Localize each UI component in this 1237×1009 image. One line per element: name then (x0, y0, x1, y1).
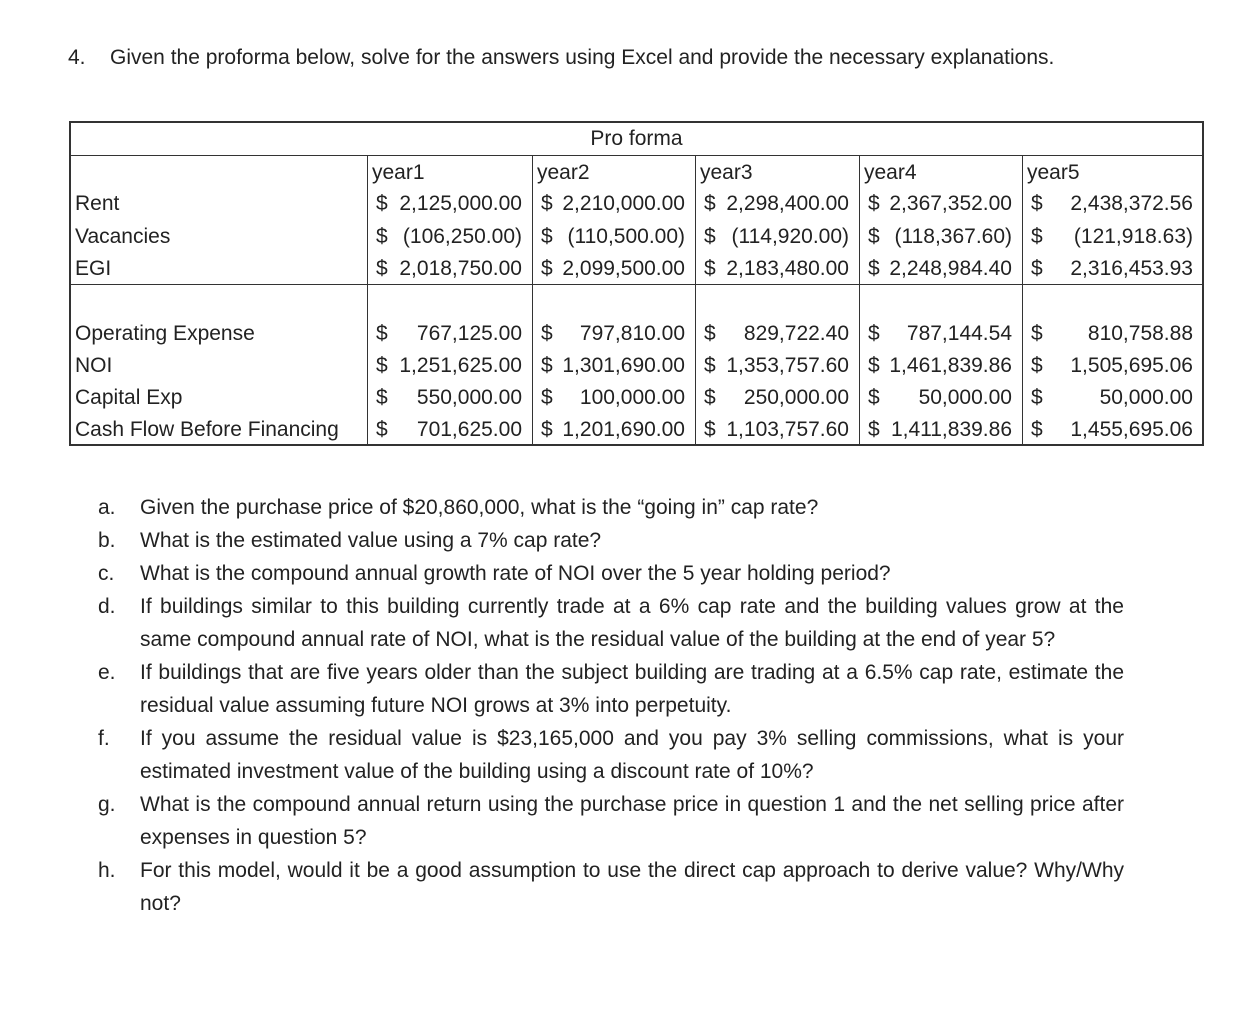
table-cell: $ 829,722.40 (704, 322, 849, 345)
proforma-table (69, 121, 1204, 446)
question-text: Given the proforma below, solve for the answers using Excel and provide the necessary explanations. (110, 46, 1055, 69)
table-cell: $ 50,000.00 (868, 386, 1012, 409)
table-cell: $ (121,918.63) (1031, 225, 1193, 248)
subquestion-e: e. If buildings that are five years older than the subject building are trading at a 6.5% cap rate, estimate the residual value assuming future NOI grows at 3% into perpetuity. (98, 661, 1124, 717)
table-cell: $ (118,367.60) (868, 225, 1012, 248)
row-label-rent: Rent (75, 192, 120, 215)
table-cell: $ 1,505,695.06 (1031, 354, 1193, 377)
row-label-cash-flow-before-financing: Cash Flow Before Financing (75, 418, 339, 441)
table-cell: $ 701,625.00 (376, 418, 522, 441)
question-number: 4. (68, 46, 86, 69)
year-header: year3 (700, 161, 753, 184)
table-cell: $ 2,183,480.00 (704, 257, 849, 280)
table-cell: $ 1,455,695.06 (1031, 418, 1193, 441)
table-cell: $ 2,018,750.00 (376, 257, 522, 280)
table-cell: $ 1,201,690.00 (541, 418, 685, 441)
table-cell: $ 2,248,984.40 (868, 257, 1012, 280)
table-cell: $ 797,810.00 (541, 322, 685, 345)
subquestion-list (98, 491, 1124, 920)
year-header: year1 (372, 161, 425, 184)
table-cell: $ 1,353,757.60 (704, 354, 849, 377)
table-cell: $ 2,438,372.56 (1031, 192, 1193, 215)
row-label-egi: EGI (75, 257, 112, 280)
subquestion-h: h. For this model, would it be a good assumption to use the direct cap approach to derive value? Why/Why not? (98, 859, 1124, 915)
subquestion-f: f. If you assume the residual value is $23,165,000 and you pay 3% selling commissions, what is your estimated investment value of the building using a discount rate of 10%? (98, 727, 1124, 783)
table-cell: $ 767,125.00 (376, 322, 522, 345)
year-header: year2 (537, 161, 590, 184)
table-cell: $ 2,099,500.00 (541, 257, 685, 280)
table-cell: $ 250,000.00 (704, 386, 849, 409)
subquestion-d: d. If buildings similar to this building currently trade at a 6% cap rate and the building values grow at the same compound annual rate of NOI, what is the residual value of the building at the end of year 5? (98, 595, 1124, 651)
table-cell: $ 550,000.00 (376, 386, 522, 409)
table-cell: $ 2,316,453.93 (1031, 257, 1193, 280)
table-cell: $ 1,301,690.00 (541, 354, 685, 377)
subquestion-a: a. Given the purchase price of $20,860,000, what is the “going in” cap rate? (98, 496, 819, 519)
table-cell: $ (106,250.00) (376, 225, 522, 248)
year-header: year5 (1027, 161, 1080, 184)
table-cell: $ 1,461,839.86 (868, 354, 1012, 377)
subquestion-g: g. What is the compound annual return using the purchase price in question 1 and the net selling price after expenses in question 5? (98, 793, 1124, 849)
table-title: Pro forma (71, 123, 1202, 156)
subquestion-b: b. What is the estimated value using a 7% cap rate? (98, 529, 602, 552)
row-label-noi: NOI (75, 354, 113, 377)
question-heading (68, 46, 1054, 70)
table-cell: $ 787,144.54 (868, 322, 1012, 345)
table-cell: $ 2,298,400.00 (704, 192, 849, 215)
subquestion-c: c. What is the compound annual growth rate of NOI over the 5 year holding period? (98, 562, 891, 585)
table-cell: $ 1,103,757.60 (704, 418, 849, 441)
table-cell: $ 1,251,625.00 (376, 354, 522, 377)
table-cell: $ 100,000.00 (541, 386, 685, 409)
year-header: year4 (864, 161, 917, 184)
row-label-vacancies: Vacancies (75, 225, 171, 248)
table-cell: $ 2,210,000.00 (541, 192, 685, 215)
table-cell: $ 2,367,352.00 (868, 192, 1012, 215)
row-label-capital-exp: Capital Exp (75, 386, 183, 409)
table-cell: $ (110,500.00) (541, 225, 685, 248)
row-label-operating-expense: Operating Expense (75, 322, 255, 345)
table-cell: $ 50,000.00 (1031, 386, 1193, 409)
table-cell: $ 2,125,000.00 (376, 192, 522, 215)
table-cell: $ 1,411,839.86 (868, 418, 1012, 441)
table-cell: $ (114,920.00) (704, 225, 849, 248)
table-cell: $ 810,758.88 (1031, 322, 1193, 345)
